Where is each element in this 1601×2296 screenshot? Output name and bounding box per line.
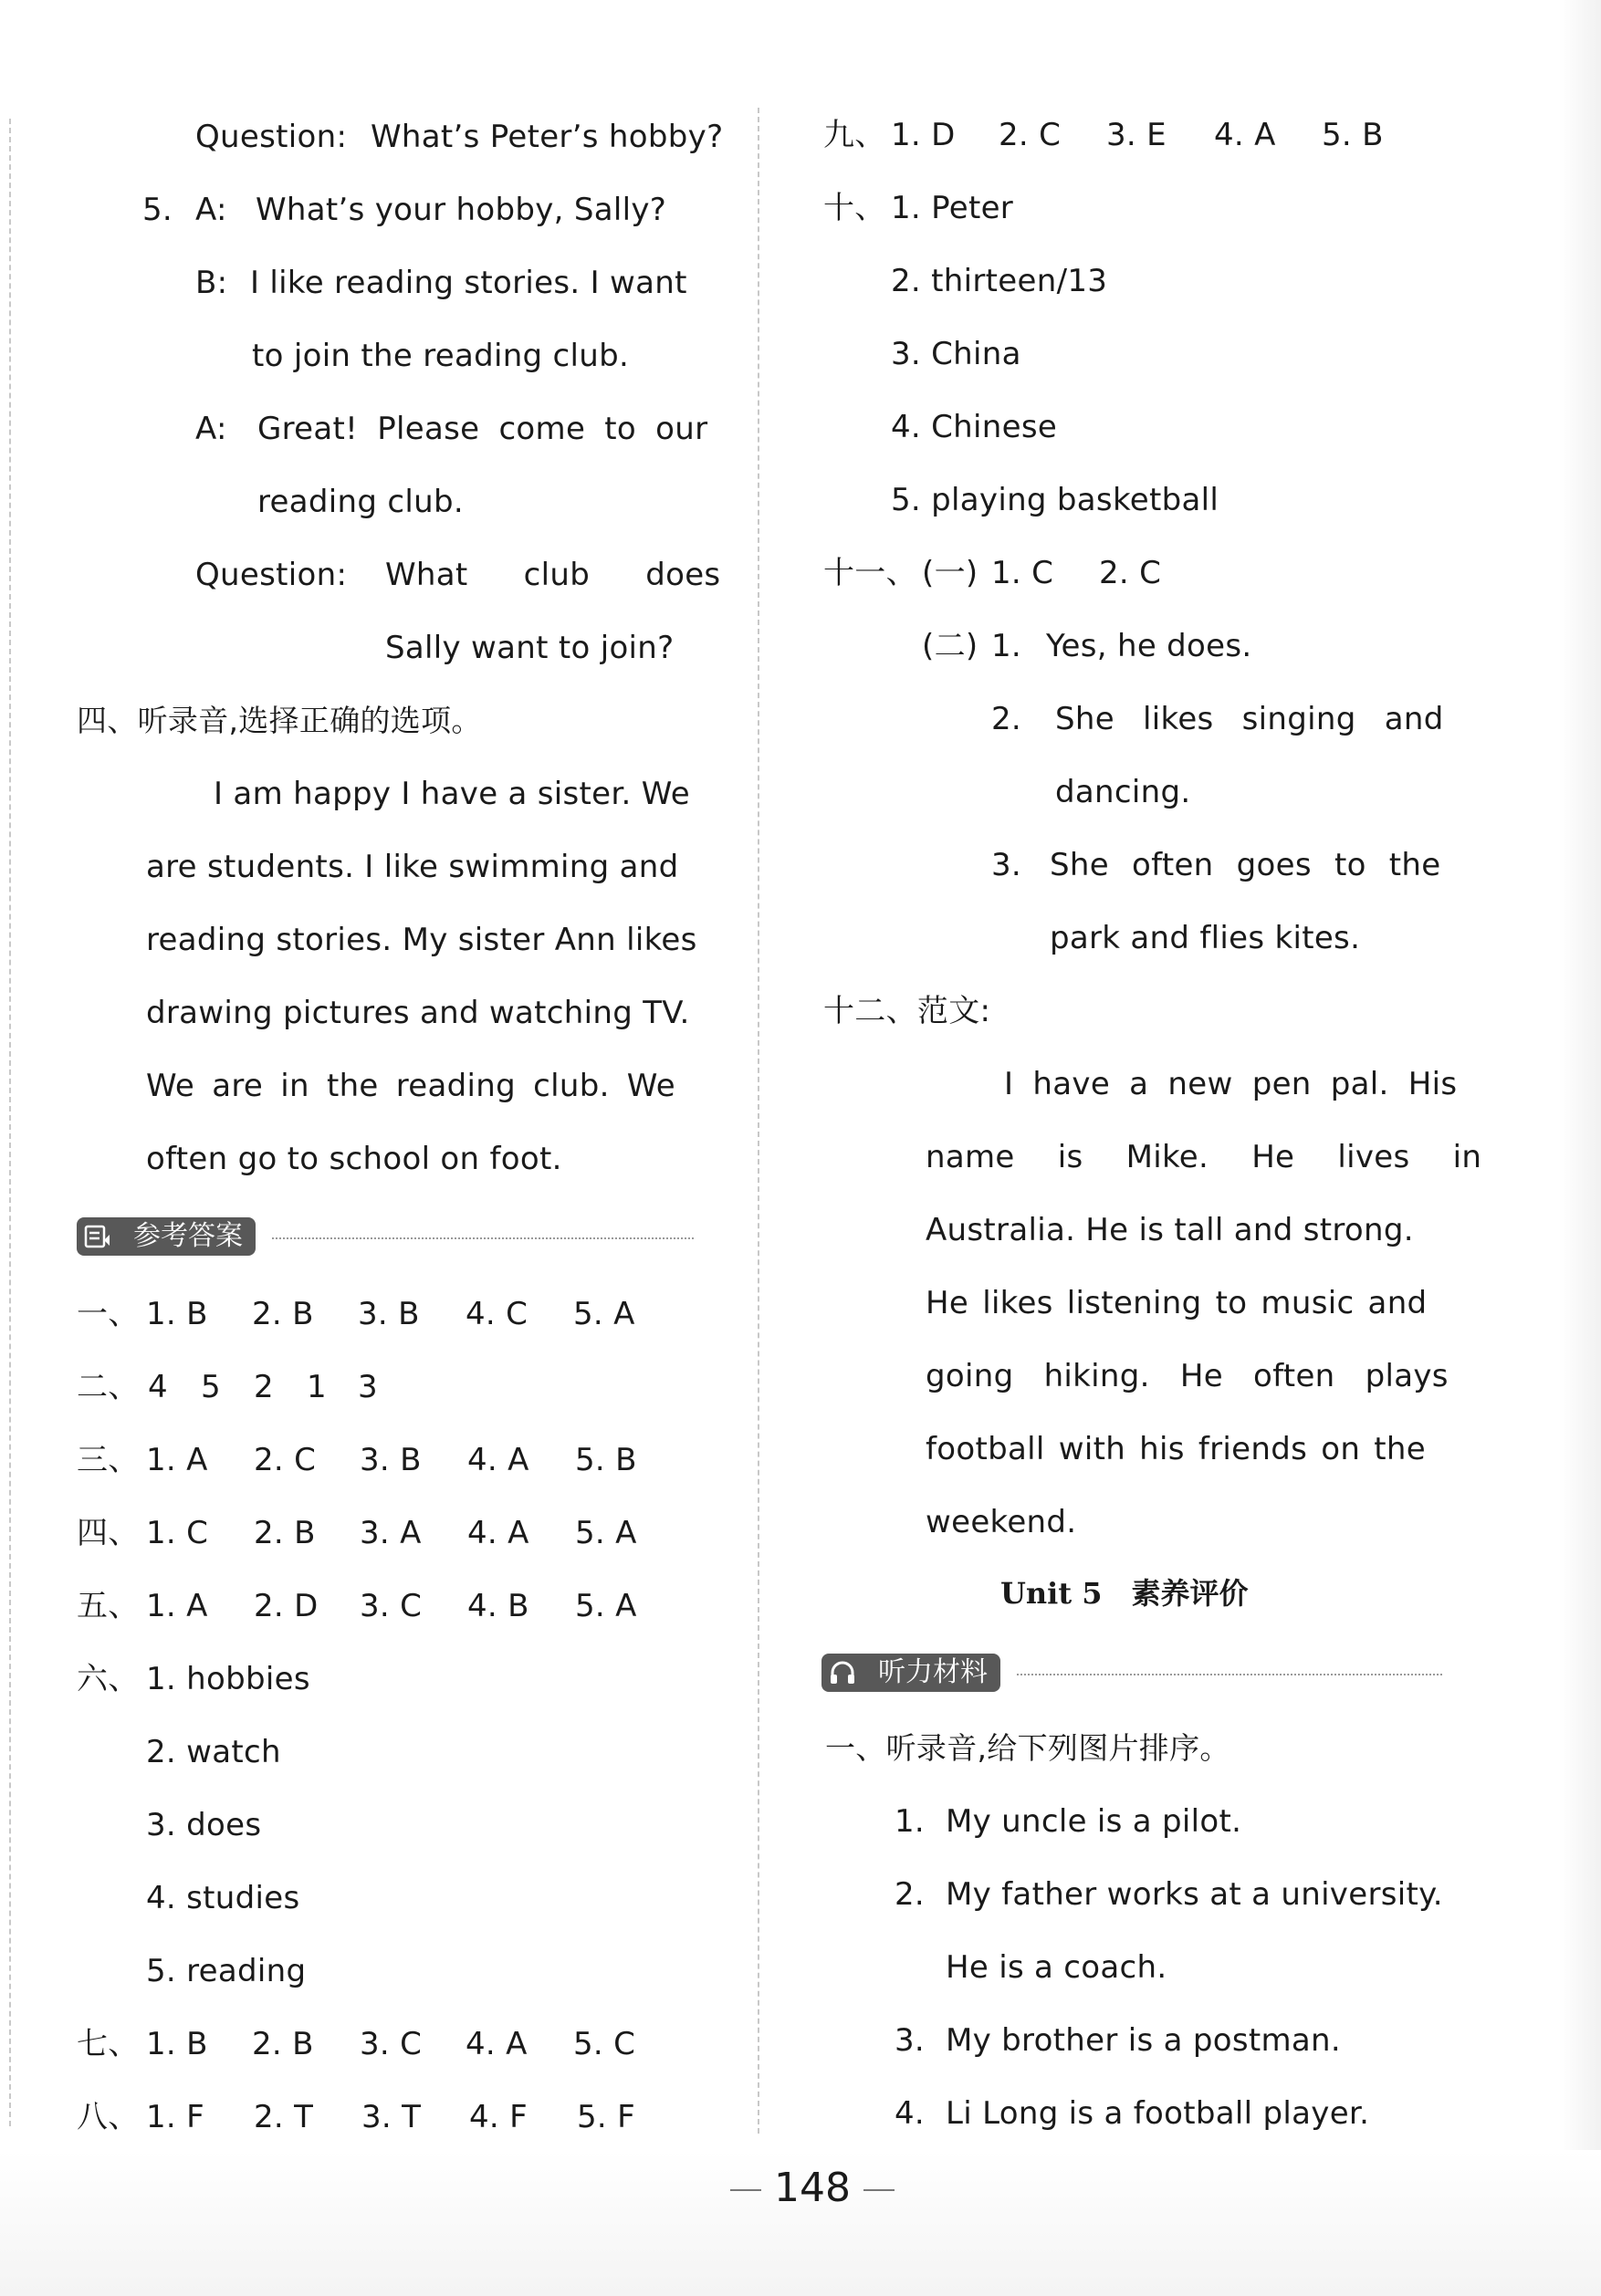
answer-item: 3. C <box>360 1588 423 1624</box>
answer-item: 3. C <box>360 2026 423 2062</box>
dialog-text: What’s your hobby, Sally? <box>256 192 667 228</box>
answer-item: 4. Chinese <box>891 409 1058 445</box>
answer-text: Yes, he does. <box>1046 628 1252 664</box>
question-label: Question: <box>195 557 348 593</box>
dialog-text: reading club. <box>257 484 464 520</box>
answer-header-label: 参考答案 <box>133 1220 243 1252</box>
essay-text: going hiking. He often plays <box>926 1358 1449 1394</box>
question-text: What’s Peter’s hobby? <box>371 119 724 155</box>
answer-item: 2. C <box>999 117 1062 153</box>
answer-item: 4 <box>148 1369 168 1405</box>
answer-book-icon <box>84 1224 111 1249</box>
answer-item: 4. A <box>1214 117 1276 153</box>
answer-row-label: 六、 <box>77 1661 140 1697</box>
essay-text: Australia. He is tall and strong. <box>926 1212 1414 1248</box>
answer-header-box <box>77 1217 256 1256</box>
answer-text: dancing. <box>1055 774 1191 810</box>
answer-item: 4. F <box>469 2099 528 2135</box>
answer-item: 4. B <box>467 1588 529 1624</box>
answer-row-label: 九、 <box>823 117 886 153</box>
answer-item: 1 <box>307 1369 327 1405</box>
answer-item: 2. C <box>254 1442 317 1478</box>
listening-header-box <box>821 1654 1000 1692</box>
answer-item: 5. C <box>573 2026 636 2062</box>
listening-text: Li Long is a football player. <box>946 2095 1370 2132</box>
answer-item: 3. China <box>891 336 1021 372</box>
answer-item: 5. A <box>575 1588 637 1624</box>
column-divider <box>758 108 759 2134</box>
answer-row-label: 十、 <box>823 190 886 226</box>
headphones-icon <box>829 1660 856 1685</box>
page-number-text: 148 <box>774 2165 851 2211</box>
answer-item: 2. C <box>1099 555 1162 591</box>
section-heading-text: 四、听录音,选择正确的选项。 <box>77 703 482 738</box>
essay-text: He likes listening to music and <box>926 1285 1428 1321</box>
answer-row-label: 十一、 <box>823 555 917 591</box>
item-number: 2. <box>991 701 1022 737</box>
item-number: 1. <box>991 628 1022 664</box>
item-number: 1. <box>895 1803 926 1840</box>
answer-item: 2. watch <box>146 1734 281 1770</box>
essay-text: name is Mike. He lives in <box>926 1139 1482 1175</box>
page-edge-shadow <box>1559 0 1601 2296</box>
page-number-dash <box>730 2189 761 2191</box>
answer-item: 1. Peter <box>891 190 1014 226</box>
answer-item: 2. thirteen/13 <box>891 263 1108 299</box>
answer-item: 2 <box>254 1369 274 1405</box>
answer-row-label: 五、 <box>77 1588 140 1624</box>
section-heading-text: 一、听录音,给下列图片排序。 <box>825 1730 1230 1766</box>
item-number: 2. <box>895 1876 926 1913</box>
answer-item: 2. T <box>254 2099 314 2135</box>
answer-item: 3. A <box>360 1515 422 1551</box>
answer-item: 5. A <box>575 1515 637 1551</box>
answer-item: 5. playing basketball <box>891 482 1219 518</box>
passage-text: are students. I like swimming and <box>146 849 679 885</box>
answer-item: 5 <box>201 1369 221 1405</box>
question-text: Sally want to join? <box>385 630 675 666</box>
answer-item: 1. A <box>146 1442 208 1478</box>
answer-item: 4. studies <box>146 1880 300 1916</box>
answer-item: 3. E <box>1106 117 1167 153</box>
answer-row-label: 八、 <box>77 2099 140 2135</box>
speaker-label: A: <box>195 411 227 447</box>
answer-text: park and flies kites. <box>1050 920 1361 956</box>
answer-item: 3 <box>358 1369 378 1405</box>
passage-text: I am happy I have a sister. We <box>214 776 690 812</box>
answer-item: 2. D <box>254 1588 319 1624</box>
listening-header <box>821 1654 1442 1694</box>
essay-text: I have a new pen pal. His <box>1004 1066 1458 1102</box>
listening-text: My uncle is a pilot. <box>946 1803 1242 1840</box>
passage-text: reading stories. My sister Ann likes <box>146 922 697 958</box>
answer-item: 5. B <box>575 1442 637 1478</box>
answer-header <box>77 1217 694 1258</box>
speaker-label: A: <box>195 192 227 228</box>
answer-item: 3. T <box>361 2099 422 2135</box>
answer-item: 3. B <box>360 1442 422 1478</box>
answer-item: 1. C <box>991 555 1054 591</box>
answer-item: 4. A <box>466 2026 528 2062</box>
passage-text: drawing pictures and watching TV. <box>146 995 690 1031</box>
listening-text: My father works at a university. <box>946 1876 1443 1913</box>
answer-item: 4. C <box>466 1296 528 1332</box>
answer-item: 1. B <box>146 1296 208 1332</box>
answer-item: 1. D <box>891 117 956 153</box>
item-number: 3. <box>895 2022 926 2059</box>
question-text: What club does <box>385 557 721 593</box>
answer-item: 5. reading <box>146 1953 307 1989</box>
answer-item: 5. B <box>1322 117 1384 153</box>
listening-text: He is a coach. <box>946 1949 1167 1986</box>
answer-row-label: 三、 <box>77 1442 140 1478</box>
answer-item: 1. A <box>146 1588 208 1624</box>
unit-title: Unit 5 素养评价 <box>1000 1576 1249 1611</box>
answer-item: 4. A <box>467 1442 529 1478</box>
answer-item: 5. F <box>577 2099 636 2135</box>
dialog-text: to join the reading club. <box>252 338 630 374</box>
answer-item: 2. B <box>252 1296 314 1332</box>
answer-item: 1. hobbies <box>146 1661 310 1697</box>
answer-text: She likes singing and <box>1055 701 1444 737</box>
dialog-text: Great! Please come to our <box>257 411 708 447</box>
answer-item: 1. B <box>146 2026 208 2062</box>
answer-item: 2. B <box>254 1515 316 1551</box>
header-dotted-line <box>272 1237 694 1239</box>
answer-item: 2. B <box>252 2026 314 2062</box>
header-dotted-line <box>1017 1674 1442 1675</box>
sub-part-label: (一) <box>922 555 978 591</box>
answer-item: 4. A <box>467 1515 529 1551</box>
answer-item: 1. F <box>146 2099 205 2135</box>
passage-text: often go to school on foot. <box>146 1141 562 1177</box>
answer-item: 1. C <box>146 1515 209 1551</box>
page-number-dash <box>863 2189 895 2191</box>
item-number: 5. <box>142 192 173 228</box>
answer-item: 3. B <box>358 1296 420 1332</box>
answer-row-label: 二、 <box>77 1369 140 1405</box>
answer-item: 3. does <box>146 1807 262 1843</box>
answer-row-label: 七、 <box>77 2026 140 2062</box>
passage-text: We are in the reading club. We <box>146 1068 675 1104</box>
answer-text: She often goes to the <box>1050 847 1441 883</box>
answer-row-label: 四、 <box>77 1515 140 1551</box>
listening-header-label: 听力材料 <box>878 1656 988 1688</box>
question-label: Question: <box>195 119 348 155</box>
answer-row-label: 一、 <box>77 1296 140 1332</box>
speaker-label: B: <box>195 265 228 301</box>
answer-row-label: 十二、范文: <box>823 993 991 1029</box>
listening-text: My brother is a postman. <box>946 2022 1342 2059</box>
item-number: 3. <box>991 847 1022 883</box>
answer-item: 5. A <box>573 1296 635 1332</box>
page-number <box>694 2163 931 2214</box>
essay-text: football with his friends on the <box>926 1431 1426 1467</box>
dialog-text: I like reading stories. I want <box>250 265 687 301</box>
left-margin-rule <box>9 119 11 2126</box>
essay-text: weekend. <box>926 1504 1077 1540</box>
item-number: 4. <box>895 2095 926 2132</box>
sub-part-label: (二) <box>922 628 978 664</box>
